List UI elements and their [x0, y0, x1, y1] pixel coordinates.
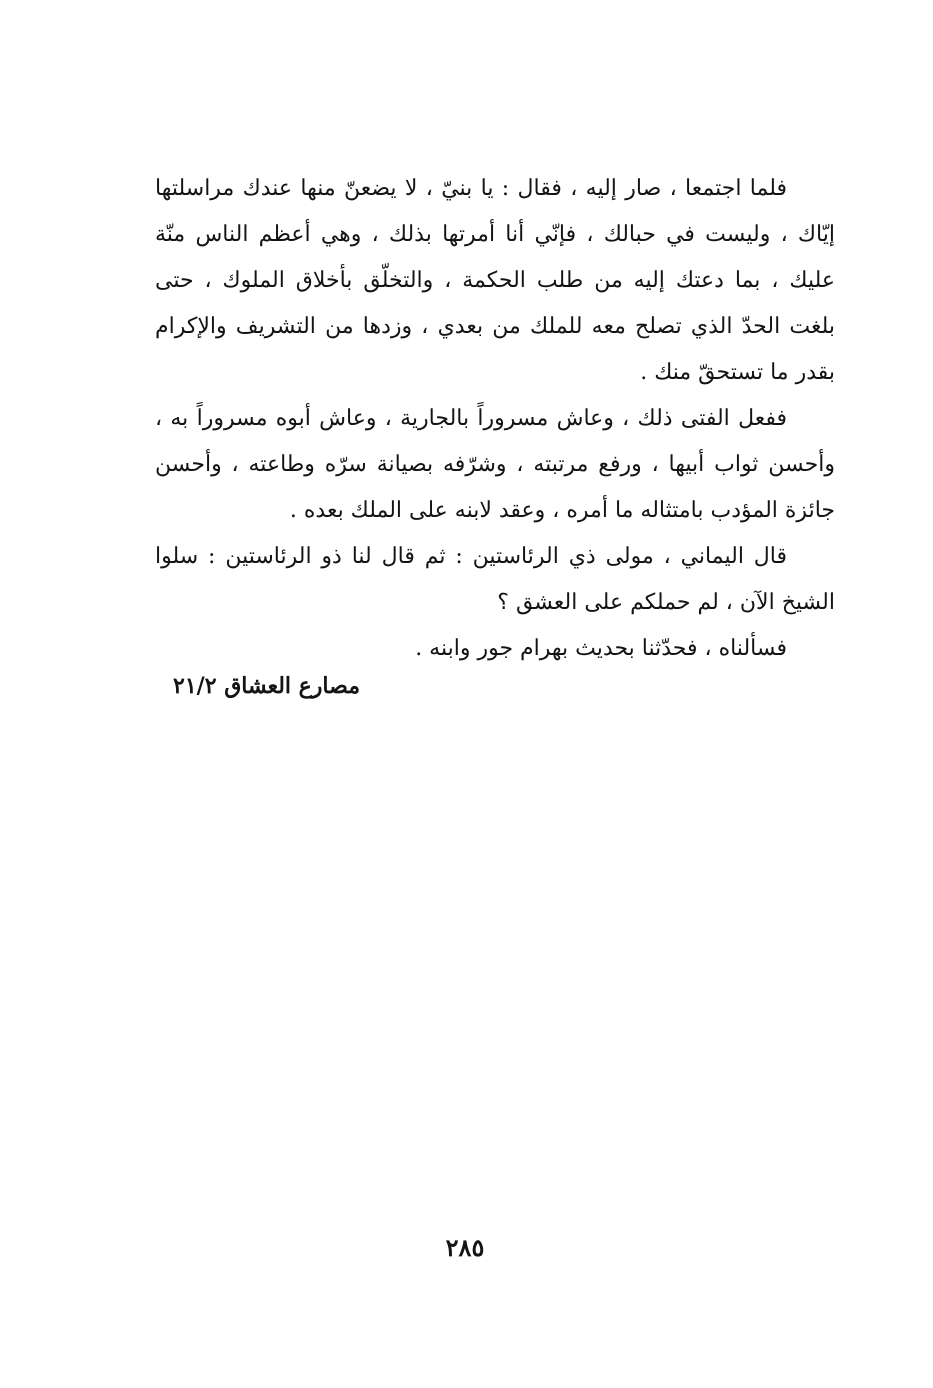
- text-line: الشيخ الآن ، لم حملكم على العشق ؟: [497, 590, 835, 615]
- text-line: جائزة المؤدب بامتثاله ما أمره ، وعقد لابنه على الملك بعده .: [289, 498, 835, 523]
- body-text: [155, 166, 835, 672]
- text-line: فلما اجتمعا ، صار إليه ، فقال : يا بنيّ ، لا يضعنّ منها عندك مراسلتها: [155, 176, 787, 201]
- source-reference: مصارع العشاق ٢١/٢: [173, 673, 360, 699]
- page-number: ٢٨٥: [445, 1233, 485, 1262]
- text-line: ففعل الفتى ذلك ، وعاش مسروراً بالجارية ، وعاش أبوه مسروراً به ،: [155, 406, 787, 431]
- paragraph: [155, 166, 835, 396]
- paragraph: [155, 534, 835, 626]
- text-line: عليك ، بما دعتك إليه من طلب الحكمة ، والتخلّق بأخلاق الملوك ، حتى: [155, 268, 835, 293]
- text-line: فسألناه ، فحدّثنا بحديث بهرام جور وابنه .: [415, 636, 787, 661]
- text-line: إيّاك ، وليست في حبالك ، فإنّي أنا أمرتها بذلك ، وهي أعظم الناس منّة: [155, 222, 835, 247]
- paragraph: [155, 396, 835, 534]
- text-line: بلغت الحدّ الذي تصلح معه للملك من بعدي ، وزدها من التشريف والإكرام: [155, 314, 835, 339]
- text-line: قال اليماني ، مولى ذي الرئاستين : ثم قال لنا ذو الرئاستين : سلوا: [155, 544, 787, 569]
- text-line: بقدر ما تستحقّ منك .: [640, 360, 835, 385]
- text-line: وأحسن ثواب أبيها ، ورفع مرتبته ، وشرّفه بصيانة سرّه وطاعته ، وأحسن: [155, 452, 835, 477]
